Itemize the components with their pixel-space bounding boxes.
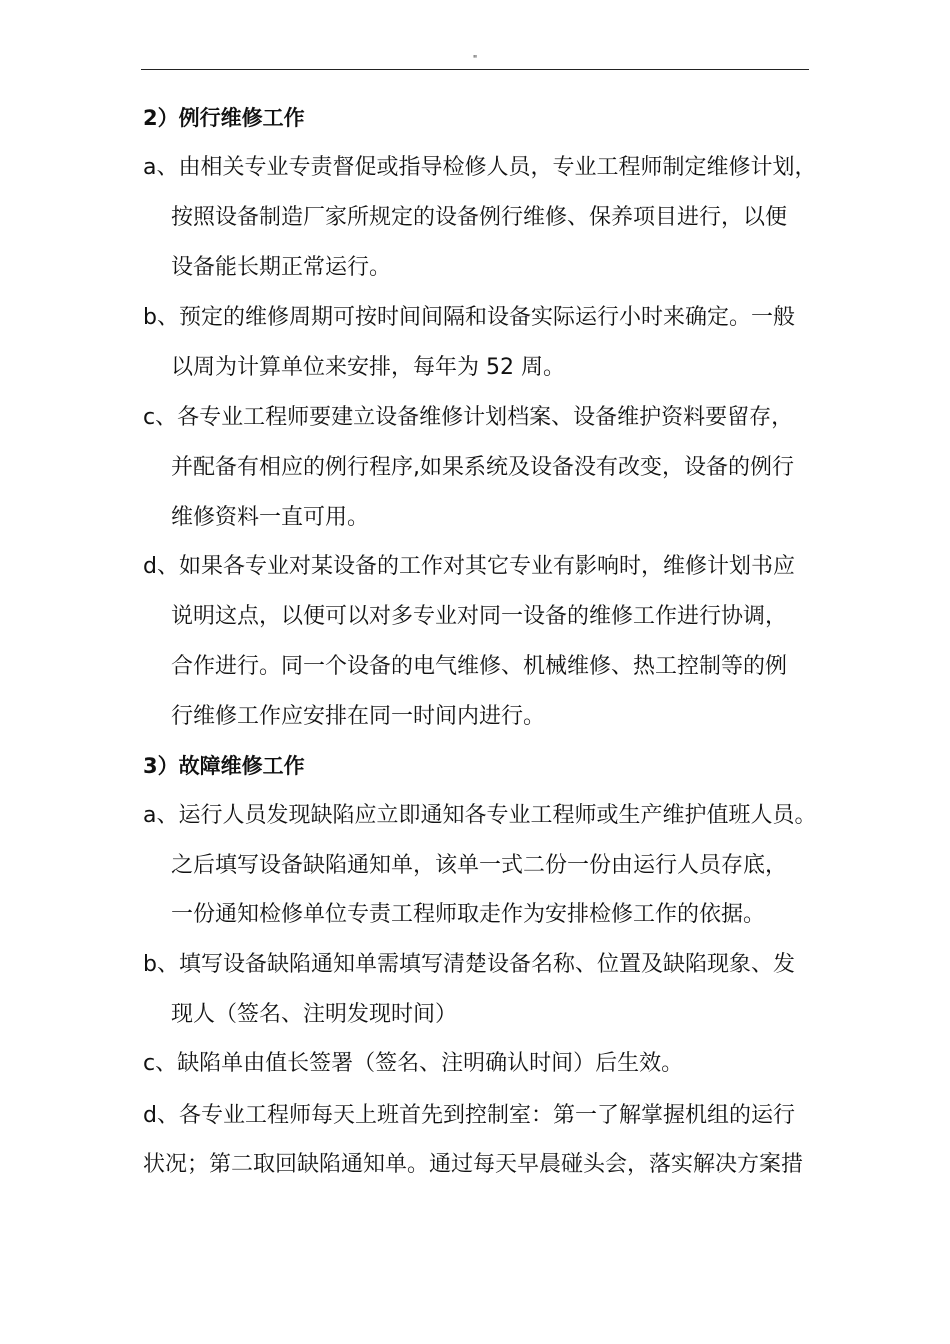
paragraph-line: 现人（签名、注明发现时间） — [171, 1002, 458, 1027]
paragraph-line: 按照设备制造厂家所规定的设备例行维修、保养项目进行，以便 — [171, 205, 788, 230]
paragraph-line: 维修资料一直可用。 — [171, 505, 370, 530]
page-header-mark: " — [472, 54, 478, 65]
paragraph-line: 一份通知检修单位专责工程师取走作为安排检修工作的依据。 — [171, 902, 766, 927]
paragraph-line: 之后填写设备缺陷通知单，该单一式二份一份由运行人员存底， — [171, 853, 788, 878]
paragraph-line: 设备能长期正常运行。 — [171, 255, 392, 280]
section-heading: 3）故障维修工作 — [143, 754, 305, 778]
paragraph-line: d、各专业工程师每天上班首先到控制室：第一了解掌握机组的运行 — [143, 1103, 795, 1128]
paragraph-line: c、缺陷单由值长签署（签名、注明确认时间）后生效。 — [143, 1051, 684, 1076]
paragraph-line: a、由相关专业专责督促或指导检修人员，专业工程师制定维修计划， — [143, 155, 817, 180]
paragraph-line: d、如果各专业对某设备的工作对其它专业有影响时，维修计划书应 — [143, 554, 795, 579]
paragraph-line: 合作进行。同一个设备的电气维修、机械维修、热工控制等的例 — [171, 654, 788, 679]
paragraph-line: 状况；第二取回缺陷通知单。通过每天早晨碰头会，落实解决方案措 — [143, 1152, 804, 1177]
paragraph-line: b、填写设备缺陷通知单需填写清楚设备名称、位置及缺陷现象、发 — [143, 952, 795, 977]
paragraph-line: c、各专业工程师要建立设备维修计划档案、设备维护资料要留存， — [143, 405, 794, 430]
paragraph-line: a、运行人员发现缺陷应立即通知各专业工程师或生产维护值班人员。 — [143, 803, 817, 828]
paragraph-line: 以周为计算单位来安排，每年为 52 周。 — [171, 355, 565, 380]
paragraph-line: b、预定的维修周期可按时间间隔和设备实际运行小时来确定。一般 — [143, 305, 795, 330]
paragraph-line: 行维修工作应安排在同一时间内进行。 — [171, 704, 546, 729]
paragraph-line: 说明这点，以便可以对多专业对同一设备的维修工作进行协调， — [171, 604, 788, 629]
header-rule — [141, 69, 809, 70]
paragraph-line: 并配备有相应的例行程序,如果系统及设备没有改变，设备的例行 — [171, 455, 794, 480]
section-heading: 2）例行维修工作 — [143, 106, 305, 130]
